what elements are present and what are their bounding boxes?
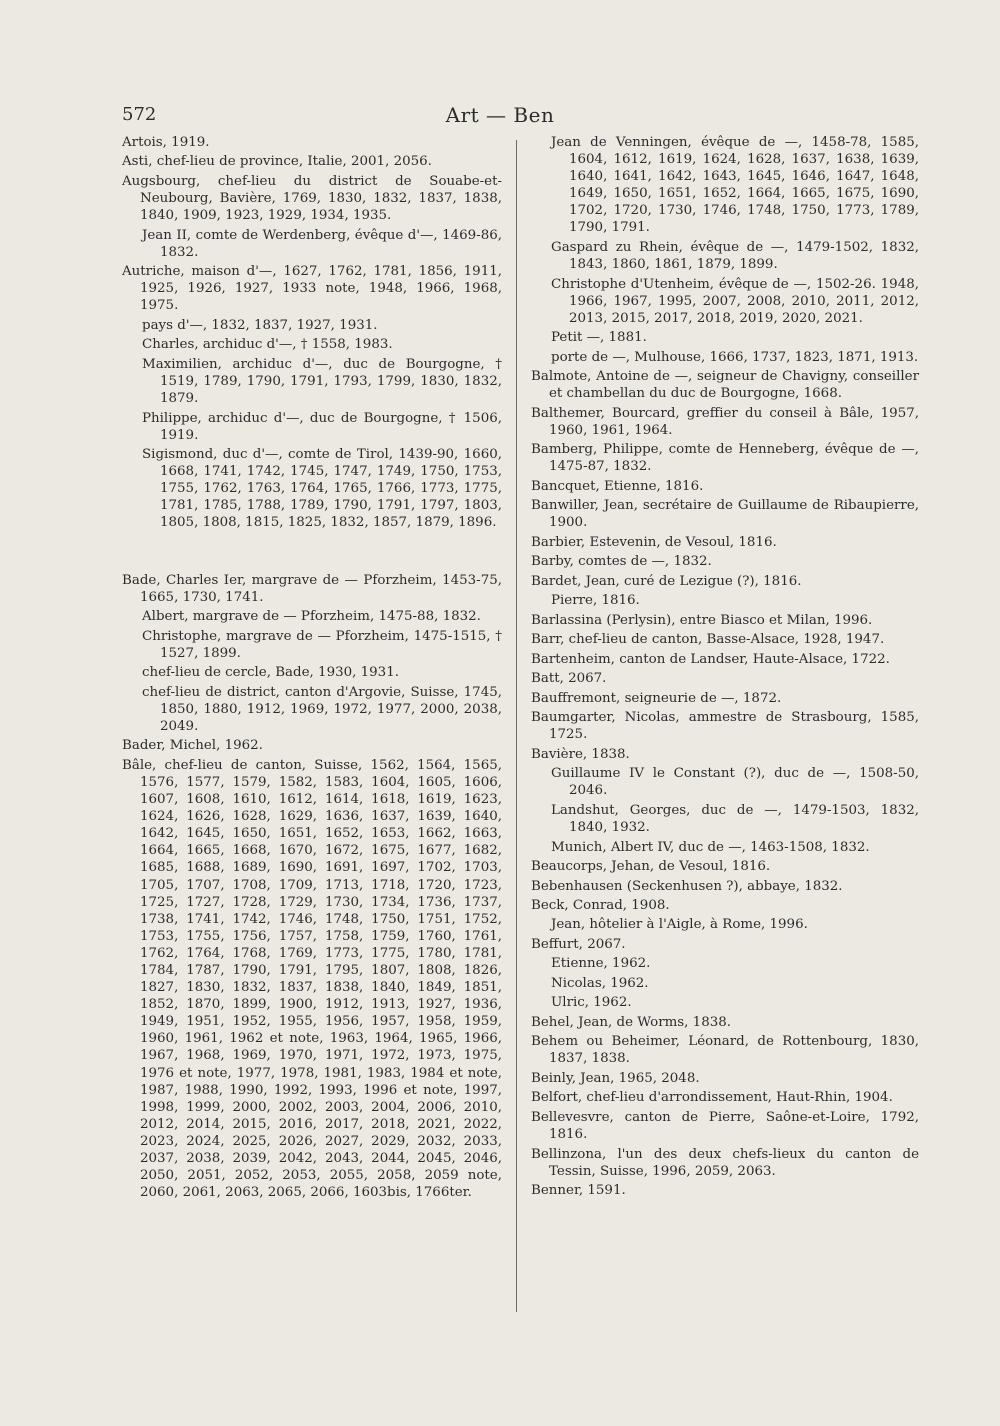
- index-entry: Bauffremont, seigneurie de —, 1872.: [531, 690, 782, 706]
- left-column: [122, 134, 502, 1202]
- index-entry: Bâle, chef-lieu de canton, Suisse, 1562, 1564, 1565, 1576, 1577, 1579, 1582, 1583, 1604, 1605, 1606, 1607, 1608, 1610, 1612, 1614, 1618, 1619, 1623, 1624, 1626, 1628, 1629, 1636, 1637, 1639, 1640, 1642, 1645, 1650, 1651, 1652, 1653, 1662, 1663, 1664, 1665, 1668, 1670, 1672, 1675, 1677, 1682, 1685, 1688, 1689, 1690, 1691, 1697, 1702, 1703, 1705, 1707, 1708, 1709, 1713, 1718, 1720, 1723, 1725, 1727, 1728, 1729, 1730, 1734, 1736, 1737, 1738, 1741, 1742, 1746, 1748, 1750, 1751, 1752, 1753, 1755, 1756, 1757, 1758, 1759, 1760, 1761, 1762, 1764, 1768, 1769, 1773, 1775, 1780, 1781, 1784, 1787, 1790, 1791, 1795, 1807, 1808, 1826, 1827, 1830, 1832, 1837, 1838, 1840, 1849, 1851, 1852, 1870, 1899, 1900, 1912, 1913, 1927, 1936, 1949, 1951, 1952, 1955, 1956, 1957, 1958, 1959, 1960, 1961, 1962 et note, 1963, 1964, 1965, 1966, 1967, 1968, 1969, 1970, 1971, 1972, 1973, 1975, 1976 et note, 1977, 1978, 1981, 1983, 1984 et note, 1987, 1988, 1990, 1992, 1993, 1996 et note, 1997, 1998, 1999, 2000, 2002, 2003, 2004, 2006, 2010, 2012, 2014, 2015, 2016, 2017, 2018, 2021, 2022, 2023, 2024, 2025, 2026, 2027, 2029, 2032, 2033, 2037, 2038, 2039, 2042, 2043, 2044, 2045, 2046, 2050, 2051, 2052, 2053, 2055, 2058, 2059 note, 2060, 2061, 2063, 2065, 2066, 1603bis, 1766ter.: [122, 757, 502, 1201]
- page-number: 572: [122, 104, 157, 125]
- index-entry: Batt, 2067.: [531, 671, 607, 687]
- index-entry: Maximilien, archiduc d'—, duc de Bourgogne, † 1519, 1789, 1790, 1791, 1793, 1799, 1830, 1832, 1879.: [142, 356, 502, 407]
- index-entry: Pierre, 1816.: [551, 593, 640, 609]
- index-entry: Bamberg, Philippe, comte de Henneberg, évêque de —, 1475-87, 1832.: [531, 442, 919, 475]
- index-entry: Bancquet, Etienne, 1816.: [531, 478, 704, 494]
- index-entry: Benner, 1591.: [531, 1183, 626, 1199]
- index-entry: Behem ou Beheimer, Léonard, de Rottenbourg, 1830, 1837, 1838.: [531, 1034, 919, 1067]
- index-entry: Ulric, 1962.: [551, 995, 632, 1011]
- index-entry: Barr, chef-lieu de canton, Basse-Alsace, 1928, 1947.: [531, 632, 885, 648]
- index-entry: Bebenhausen (Seckenhusen ?), abbaye, 1832.: [531, 878, 843, 894]
- index-entry: Gaspard zu Rhein, évêque de —, 1479-1502, 1832, 1843, 1860, 1861, 1879, 1899.: [551, 239, 919, 273]
- index-entry: Jean, hôtelier à l'Aigle, à Rome, 1996.: [551, 917, 808, 933]
- running-title: Art — Ben: [445, 103, 555, 127]
- index-entry: Autriche, maison d'—, 1627, 1762, 1781, 1856, 1911, 1925, 1926, 1927, 1933 note, 1948, 1966, 1968, 1975.: [122, 264, 502, 314]
- index-entry: Barbier, Estevenin, de Vesoul, 1816.: [531, 534, 777, 550]
- index-entry: Artois, 1919.: [122, 135, 210, 150]
- index-entry: Charles, archiduc d'—, † 1558, 1983.: [142, 337, 393, 353]
- index-entry: Petit —, 1881.: [551, 330, 647, 346]
- index-entry: Bavière, 1838.: [531, 746, 630, 762]
- index-entry: Barby, comtes de —, 1832.: [531, 554, 712, 570]
- index-entry: chef-lieu de cercle, Bade, 1930, 1931.: [142, 665, 399, 681]
- right-column: [531, 134, 919, 1202]
- index-entry: Bardet, Jean, curé de Lezigue (?), 1816.: [531, 573, 802, 589]
- index-entry: Sigismond, duc d'—, comte de Tirol, 1439-90, 1660, 1668, 1741, 1742, 1745, 1747, 1749, 1750, 1753, 1755, 1762, 1763, 1764, 1765, 1766, 1773, 1775, 1781, 1785, 1788, 1789, 1790, 1791, 1797, 1803, 1805, 1808, 1815, 1825, 1832, 1857, 1879, 1896.: [142, 447, 502, 531]
- index-entry: pays d'—, 1832, 1837, 1927, 1931.: [142, 317, 378, 333]
- index-entry: Beaucorps, Jehan, de Vesoul, 1816.: [531, 859, 771, 875]
- index-entry: Beck, Conrad, 1908.: [531, 898, 670, 913]
- index-entry: Christophe, margrave de — Pforzheim, 1475-1515, † 1527, 1899.: [142, 628, 502, 661]
- index-entry: Nicolas, 1962.: [551, 975, 649, 991]
- index-entry: Balthemer, Bourcard, greffier du conseil à Bâle, 1957, 1960, 1961, 1964.: [531, 405, 919, 438]
- index-entry: Beinly, Jean, 1965, 2048.: [531, 1070, 700, 1086]
- column-divider: [516, 140, 517, 1312]
- index-entry: Landshut, Georges, duc de —, 1479-1503, 1832, 1840, 1932.: [551, 802, 919, 836]
- index-entry: Jean II, comte de Werdenberg, évêque d'—, 1469-86, 1832.: [142, 227, 502, 260]
- index-entry: Guillaume IV le Constant (?), duc de —, 1508-50, 2046.: [551, 766, 919, 799]
- index-entry: Banwiller, Jean, secrétaire de Guillaume de Ribaupierre, 1900.: [531, 498, 919, 531]
- index-entry: Bader, Michel, 1962.: [122, 738, 263, 754]
- index-entry: Munich, Albert IV, duc de —, 1463-1508, 1832.: [551, 839, 870, 855]
- index-entry: Albert, margrave de — Pforzheim, 1475-88, 1832.: [142, 609, 481, 625]
- index-entry: Philippe, archiduc d'—, duc de Bourgogne, † 1506, 1919.: [142, 410, 502, 443]
- index-entry: Augsbourg, chef-lieu du district de Souabe-et-Neubourg, Bavière, 1769, 1830, 1832, 1837, 1838, 1840, 1909, 1923, 1929, 1934, 1935.: [122, 173, 502, 224]
- index-entry: Belfort, chef-lieu d'arrondissement, Haut-Rhin, 1904.: [531, 1090, 893, 1106]
- index-entry: Asti, chef-lieu de province, Italie, 2001, 2056.: [122, 154, 432, 170]
- index-entry: Bade, Charles Ier, margrave de — Pforzheim, 1453-75, 1665, 1730, 1741.: [122, 572, 502, 605]
- index-entry: Baumgarter, Nicolas, ammestre de Strasbourg, 1585, 1725.: [531, 710, 919, 743]
- index-entry: chef-lieu de district, canton d'Argovie, Suisse, 1745, 1850, 1880, 1912, 1969, 1972, 1977, 2000, 2038, 2049.: [142, 684, 502, 734]
- index-entry: porte de —, Mulhouse, 1666, 1737, 1823, 1871, 1913.: [551, 349, 919, 365]
- index-entry: Behel, Jean, de Worms, 1838.: [531, 1014, 732, 1030]
- index-entry: Bellevesvre, canton de Pierre, Saône-et-Loire, 1792, 1816.: [531, 1109, 919, 1143]
- index-entry: Bartenheim, canton de Landser, Haute-Alsace, 1722.: [531, 651, 890, 667]
- index-entry: Etienne, 1962.: [551, 956, 651, 972]
- index-entry: Bellinzona, l'un des deux chefs-lieux du canton de Tessin, Suisse, 1996, 2059, 2063.: [531, 1146, 919, 1179]
- index-entry: Jean de Venningen, évêque de —, 1458-78, 1585, 1604, 1612, 1619, 1624, 1628, 1637, 1638, 1639, 1640, 1641, 1642, 1643, 1645, 1646, 1647, 1648, 1649, 1650, 1651, 1652, 1664, 1665, 1675, 1690, 1702, 1720, 1730, 1746, 1748, 1750, 1773, 1789, 1790, 1791.: [551, 135, 919, 236]
- index-entry: Barlassina (Perlysin), entre Biasco et Milan, 1996.: [531, 612, 873, 628]
- index-entry: Christophe d'Utenheim, évêque de —, 1502-26. 1948, 1966, 1967, 1995, 2007, 2008, 2010, 2011, 2012, 2013, 2015, 2017, 2018, 2019, 2020, 2021.: [551, 276, 919, 326]
- index-entry: Beffurt, 2067.: [531, 936, 626, 952]
- index-entry: Balmote, Antoine de —, seigneur de Chavigny, conseiller et chambellan du duc de Bourgogne, 1668.: [531, 369, 919, 402]
